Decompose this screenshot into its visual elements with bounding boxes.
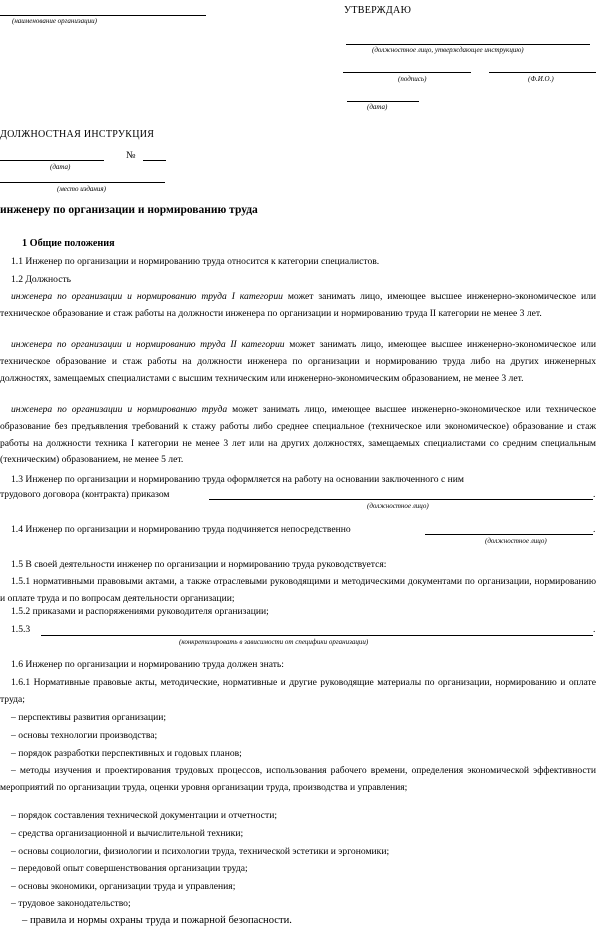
para-1-6: 1.6 Инженер по организации и нормированию труда должен знать: <box>11 659 284 670</box>
approve-date-caption: (дата) <box>367 103 388 111</box>
doc-place-caption: (место издания) <box>57 185 106 193</box>
list-item: – порядок составления технической документации и отчетности; <box>11 810 277 821</box>
supervisor-caption: (должностное лицо) <box>485 537 547 545</box>
para-1-5-1: 1.5.1 нормативными правовыми актами, а также отраслевыми руководящими и методическими документами по организации, нормированию и оплате труда и по вопросам деятельности организации; <box>0 576 596 604</box>
supervisor-line <box>425 534 593 535</box>
doc-number-label: № <box>126 150 136 161</box>
doc-place-line <box>0 182 165 183</box>
list-item: – трудовое законодательство; <box>11 898 131 909</box>
approver-position-caption: (должностное лицо, утверждающее инструкцию) <box>372 46 524 54</box>
para-1-5-2: 1.5.2 приказами и распоряжениями руководителя организации; <box>11 606 269 617</box>
signature-line <box>343 72 471 73</box>
list-item: – основы социологии, физиологии и психологии труда, технической эстетики и эргономики; <box>11 846 390 857</box>
list-item: – передовой опыт совершенствования организации труда; <box>11 863 248 874</box>
para-1-3-order-text: трудового договора (контракта) приказом <box>0 489 170 500</box>
category-2-requirements: может занимать лицо, имеющее высшее инженерно-экономическое или техническое образование и стаж работы на должности инженера по организации и нормированию труда либо на других инженерных должностях, замещаемых специалистами с высшим техническим или инженерно-экономическим образованием, не менее 3 лет. <box>0 339 596 384</box>
para-1-4-period: . <box>593 524 596 535</box>
para-1-6-1: 1.6.1 Нормативные правовые акты, методические, нормативные и другие руководящие материалы по организации, нормированию и оплате труда; <box>0 677 596 705</box>
category-2-paragraph <box>0 337 596 387</box>
document-kind: ДОЛЖНОСТНАЯ ИНСТРУКЦИЯ <box>0 129 155 140</box>
category-3-position: инженера по организации и нормированию труда <box>11 404 228 415</box>
list-item: – основы экономики, организации труда и управления; <box>11 881 236 892</box>
category-3-paragraph <box>0 402 596 469</box>
list-item: – перспективы развития организации; <box>11 712 167 723</box>
list-item: – правила и нормы охраны труда и пожарной безопасности. <box>22 915 292 926</box>
fio-line <box>489 72 596 73</box>
list-item: – основы технологии производства; <box>11 730 158 741</box>
list-item: – средства организационной и вычислительной техники; <box>11 828 244 839</box>
org-name-line <box>0 15 206 16</box>
list-item: – методы изучения и проектирования трудовых процессов, использования рабочего времени, определения экономической эффективности мероприятий по организации труда, оценки уровня организации труда, производства и управления; <box>0 765 596 793</box>
doc-date-line <box>0 160 104 161</box>
category-2-position: инженера по организации и нормированию труда II категории <box>11 339 285 350</box>
list-item: – порядок разработки перспективных и годовых планов; <box>11 748 242 759</box>
para-1-5-3-period: . <box>593 624 596 635</box>
category-1-position: инженера по организации и нормированию труда I категории <box>11 291 283 302</box>
org-name-caption: (наименование организации) <box>12 17 97 25</box>
order-official-caption: (должностное лицо) <box>367 502 429 510</box>
para-1-1: 1.1 Инженер по организации и нормированию труда относится к категории специалистов. <box>11 256 380 267</box>
section-heading: 1 Общие положения <box>22 238 115 249</box>
document-title: инженеру по организации и нормированию труда <box>0 204 258 216</box>
para-1-5-3: 1.5.3 <box>11 624 31 635</box>
para-1-3-text: 1.3 Инженер по организации и нормированию труда оформляется на работу на основании заключенного с ним <box>11 474 464 485</box>
fio-caption: (Ф.И.О.) <box>528 75 554 83</box>
para-1-5: 1.5 В своей деятельности инженер по организации и нормированию труда руководствуется: <box>11 559 387 570</box>
specify-line <box>41 635 593 636</box>
order-official-line <box>209 499 593 500</box>
doc-date-caption: (дата) <box>50 163 71 171</box>
para-1-3 <box>0 472 596 489</box>
approve-label: УТВЕРЖДАЮ <box>344 5 412 16</box>
approve-date-line <box>347 101 419 102</box>
category-1-paragraph <box>0 289 596 323</box>
signature-caption: (подпись) <box>398 75 427 83</box>
approver-position-line <box>346 44 590 45</box>
category-1-requirements: может занимать лицо, имеющее высшее инженерно-экономическое или техническое образование и стаж работы на должности инженера по организации и нормированию труда II категории не менее 3 лет. <box>0 291 596 319</box>
category-3-requirements: может занимать лицо, имеющее высшее инженерно-экономическое или техническое образование без предъявления требований к стажу работы либо среднее специальное (техническое или экономическое) образование и стаж работы на должности техника I категории не менее 3 лет или на других должностях, замещаемых специалистами со средним специальным (техническим) образованием, не менее 5 лет. <box>0 404 597 466</box>
para-1-2: 1.2 Должность <box>11 274 72 285</box>
specify-caption: (конкретизировать в зависимости от специфики организации) <box>179 638 369 646</box>
para-1-3-period: . <box>593 489 596 500</box>
para-1-4: 1.4 Инженер по организации и нормированию труда подчиняется непосредственно <box>11 524 351 535</box>
doc-number-line <box>143 160 166 161</box>
